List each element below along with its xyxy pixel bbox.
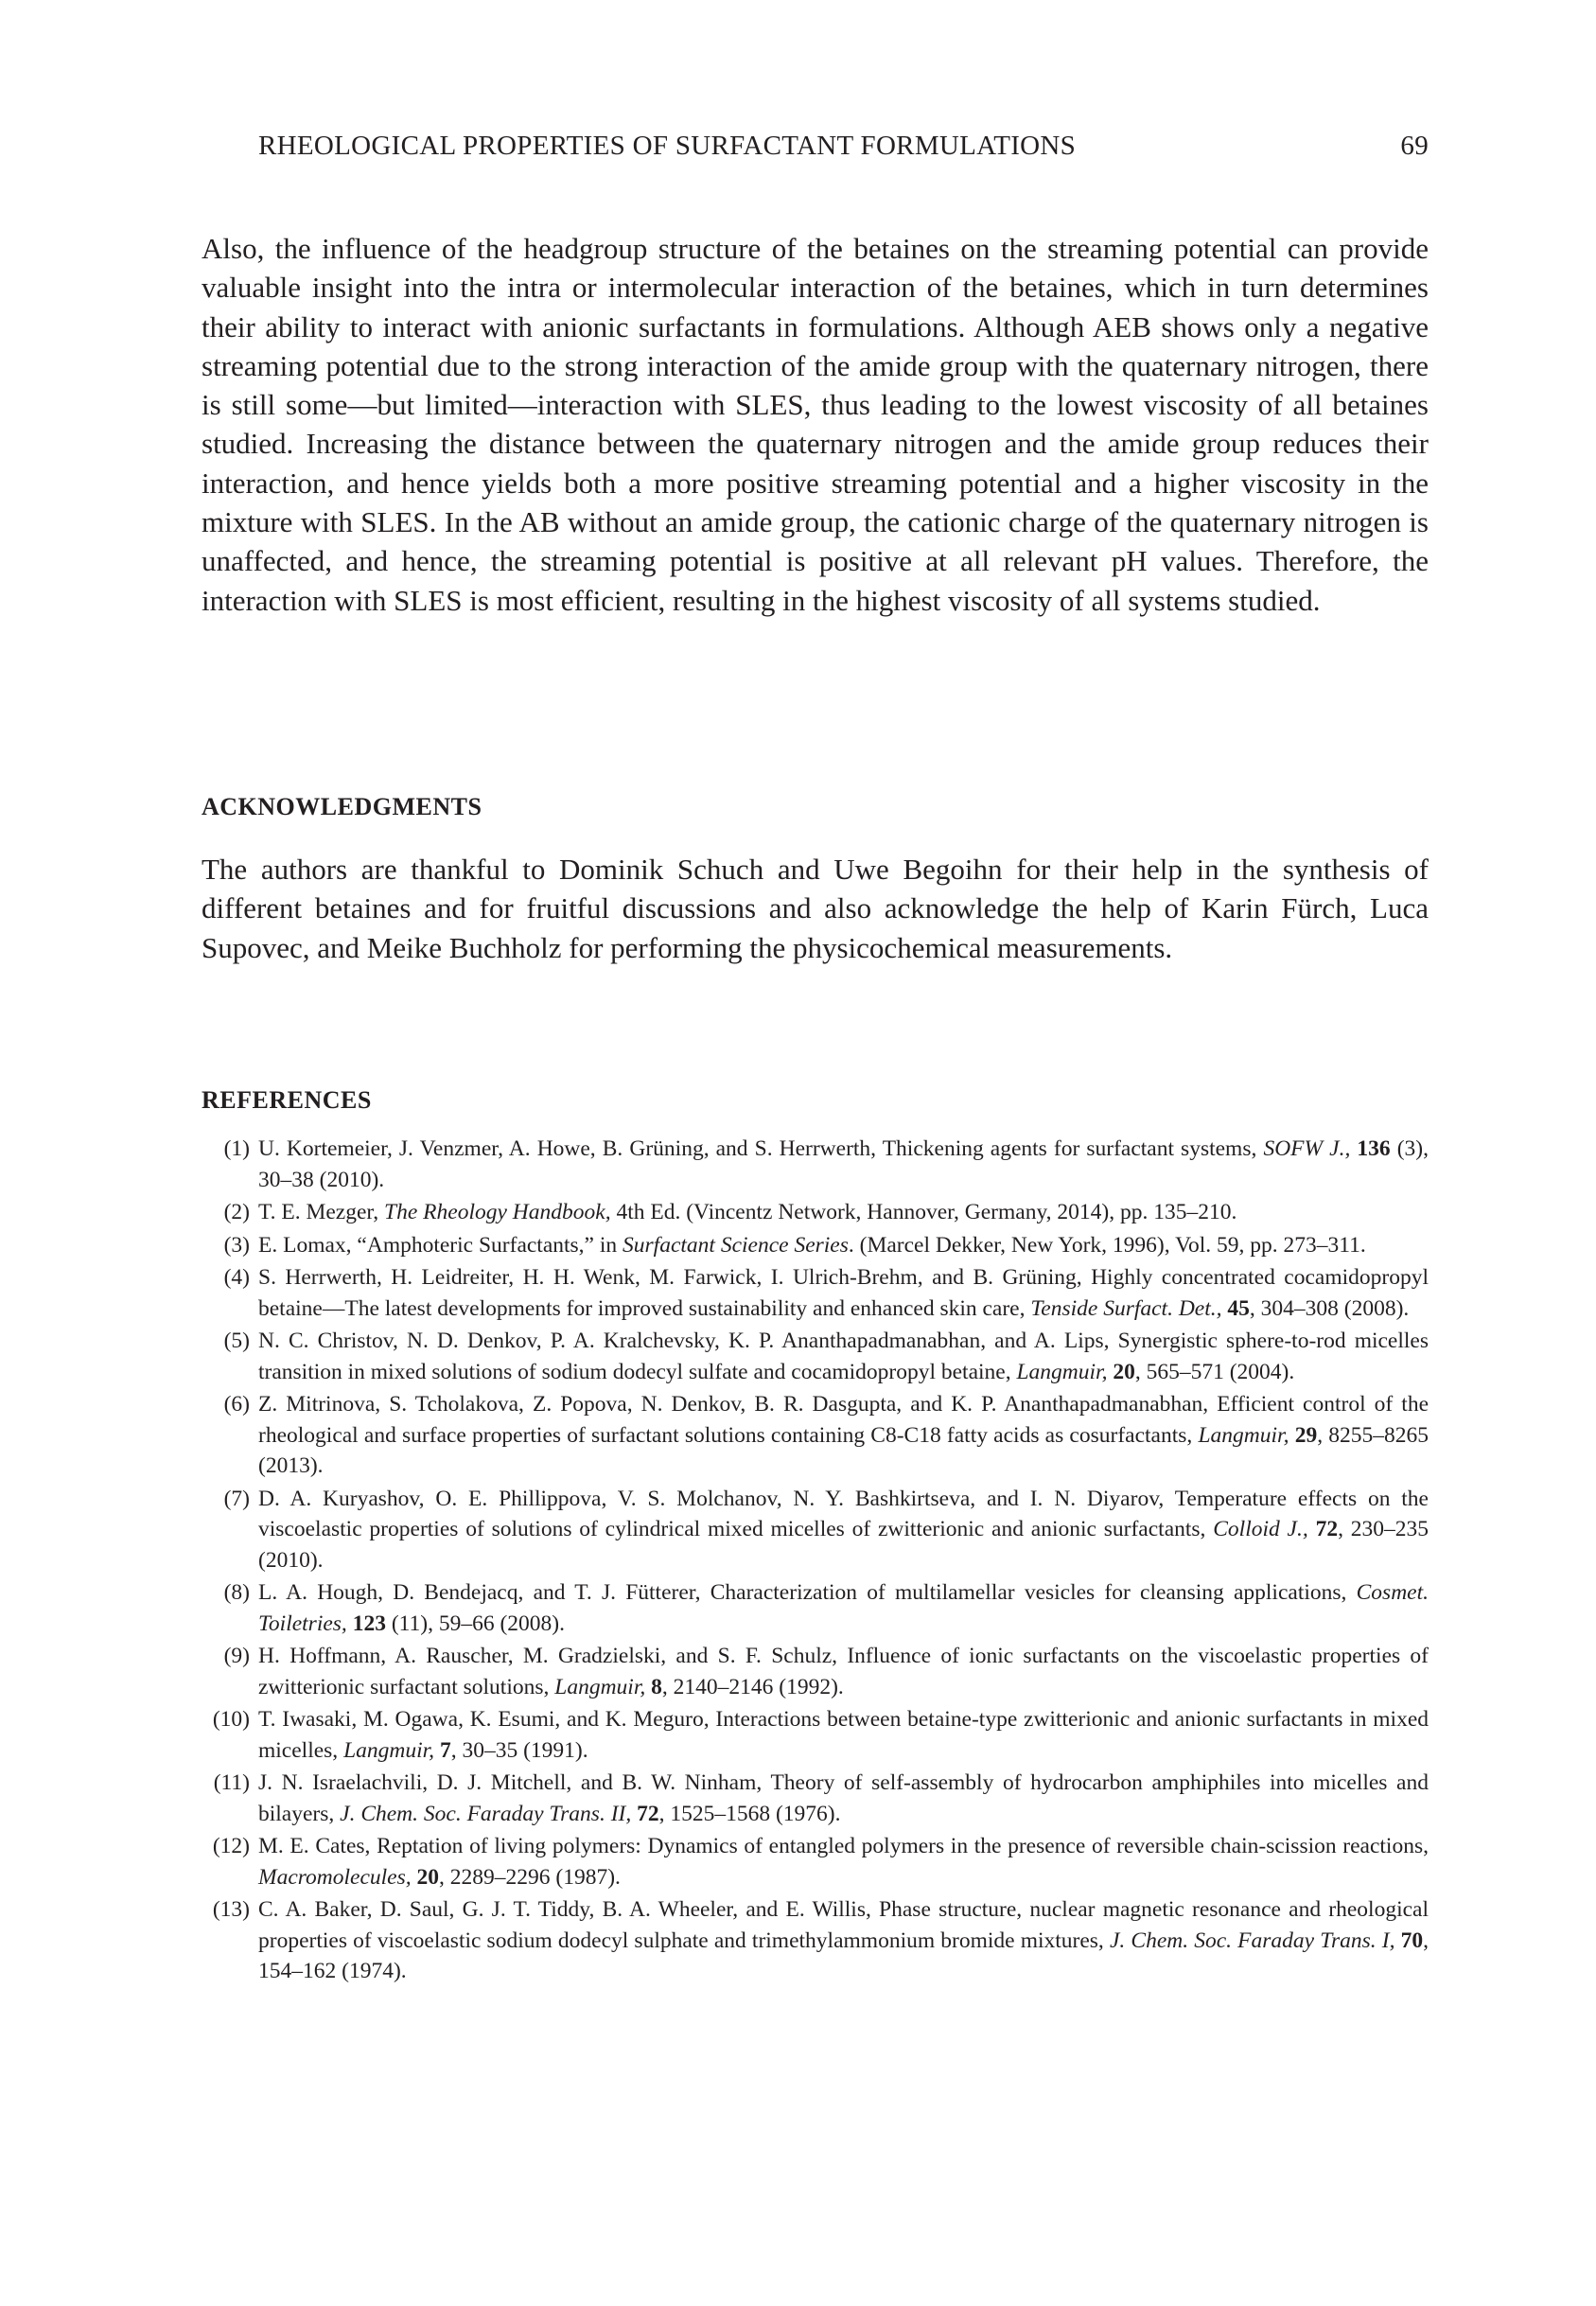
reference-number: (3) — [223, 1232, 250, 1258]
reference-item — [202, 1197, 1429, 1228]
reference-pages-year: 4th Ed. (Vincentz Network, Hannover, Germany, 2014), pp. 135–210. — [610, 1200, 1237, 1224]
reference-volume: 29 — [1294, 1422, 1318, 1448]
reference-pages-year: , 2289–2296 (1987). — [439, 1864, 621, 1890]
reference-volume: 72 — [1315, 1517, 1339, 1541]
reference-volume: 123 — [352, 1611, 386, 1636]
reference-number: (1) — [223, 1136, 250, 1161]
reference-authors-title: Z. Mitrinova, S. Tcholakova, Z. Popova, N. Denkov, B. R. Dasgupta, and K. P. Ananthapadmanabhan, Efficient control of the rheological and surface properties of surfactant solutions containing C8-C18 fatty acids as cosurfactants, — [258, 1392, 1429, 1448]
reference-item — [202, 1230, 1429, 1261]
references-heading: REFERENCES — [202, 1086, 372, 1114]
reference-authors-title: S. Herrwerth, H. Leidreiter, H. H. Wenk, M. Farwick, I. Ulrich-Brehm, and B. Grüning, Highly concentrated cocamidopropyl betaine—The latest developments for improved sustainability and enhanced skin care, — [258, 1265, 1429, 1321]
reference-journal: Macromolecules, — [258, 1864, 412, 1890]
reference-journal: J. Chem. Soc. Faraday Trans. I, — [1109, 1928, 1395, 1953]
reference-journal: Langmuir, — [343, 1737, 435, 1763]
reference-item — [202, 1641, 1429, 1702]
reference-number: (13) — [212, 1897, 250, 1922]
reference-pages-year: , 1525–1568 (1976). — [658, 1801, 841, 1826]
reference-text — [258, 1134, 1429, 1195]
reference-text — [258, 1577, 1429, 1639]
body-paragraph: Also, the influence of the headgroup structure of the betaines on the streaming potential can provide valuable insight into the intra or intermolecular interaction of the betaines, which in turn determines their ability to interact with anionic surfactants in formulations. Although AEB shows only a negative streaming potential due to the strong interaction of the amide group with the quaternary nitrogen, there is still some—but limited—interaction with SLES, thus leading to the lowest viscosity of all betaines studied. Increasing the distance between the quaternary nitrogen and the amide group reduces their interaction, and hence yields both a more positive streaming potential and a higher viscosity in the mixture with SLES. In the AB without an amide group, the cationic charge of the quaternary nitrogen is unaffected, and hence, the streaming potential is positive at all relevant pH values. Therefore, the interaction with SLES is most efficient, resulting in the highest viscosity of all systems studied. — [202, 232, 1429, 617]
reference-authors-title: M. E. Cates, Reptation of living polymers: Dynamics of entangled polymers in the presence of reversible chain-scission reactions, — [258, 1834, 1429, 1858]
reference-authors-title: T. Iwasaki, M. Ogawa, K. Esumi, and K. Meguro, Interactions between betaine-type zwitterionic and anionic surfactants in mixed micelles, — [258, 1707, 1429, 1763]
reference-volume: 72 — [637, 1801, 659, 1826]
reference-text — [258, 1389, 1429, 1482]
reference-pages-year: (11), 59–66 (2008). — [385, 1611, 565, 1636]
reference-item — [202, 1704, 1429, 1766]
reference-number: (12) — [212, 1834, 250, 1858]
reference-number: (8) — [223, 1580, 250, 1605]
running-head — [258, 131, 1429, 162]
reference-journal: Langmuir, — [554, 1674, 646, 1699]
reference-text — [258, 1894, 1429, 1987]
reference-journal: Colloid J., — [1213, 1517, 1308, 1541]
reference-number: (4) — [223, 1265, 250, 1290]
reference-volume: 7 — [439, 1737, 451, 1763]
reference-volume: 45 — [1227, 1295, 1250, 1321]
reference-text — [258, 1197, 1429, 1228]
reference-volume: 20 — [1113, 1359, 1135, 1384]
reference-item — [202, 1326, 1429, 1387]
reference-authors-title: T. E. Mezger, — [258, 1200, 385, 1224]
page-number: 69 — [1400, 131, 1429, 161]
reference-text — [258, 1230, 1429, 1261]
reference-authors-title: C. A. Baker, D. Saul, G. J. T. Tiddy, B. A. Wheeler, and E. Willis, Phase structure, nuclear magnetic resonance and rheological properties of viscoelastic sodium dodecyl sulphate and trimethylammonium bromide mixtures, — [258, 1897, 1429, 1953]
reference-item — [202, 1831, 1429, 1892]
reference-pages-year: , 230–235 (2010). — [258, 1517, 1429, 1573]
reference-journal: J. Chem. Soc. Faraday Trans. II, — [340, 1801, 632, 1826]
reference-number: (11) — [213, 1770, 250, 1795]
reference-text — [258, 1326, 1429, 1387]
reference-item — [202, 1389, 1429, 1482]
reference-pages-year: , 2140–2146 (1992). — [661, 1674, 844, 1699]
reference-number: (2) — [223, 1200, 250, 1224]
reference-journal: Langmuir, — [1016, 1359, 1108, 1384]
reference-item — [202, 1262, 1429, 1324]
reference-authors-title: D. A. Kuryashov, O. E. Phillippova, V. S. Molchanov, N. Y. Bashkirtseva, and I. N. Diyarov, Temperature effects on the viscoelastic properties of solutions of cylindrical mixed micelles of zwitterionic and anionic surfactants, — [258, 1486, 1429, 1541]
references-list — [202, 1134, 1429, 1989]
reference-pages-year: , 565–571 (2004). — [1134, 1359, 1295, 1384]
reference-item — [202, 1484, 1429, 1576]
reference-volume: 136 — [1357, 1136, 1391, 1161]
reference-text — [258, 1831, 1429, 1892]
reference-item — [202, 1894, 1429, 1987]
reference-text — [258, 1768, 1429, 1829]
reference-journal: Cosmet. Toiletries, — [258, 1580, 1429, 1636]
reference-number: (7) — [223, 1486, 250, 1511]
reference-volume: 8 — [651, 1674, 662, 1699]
reference-pages-year: , 154–162 (1974). — [258, 1928, 1429, 1983]
reference-authors-title: L. A. Hough, D. Bendejacq, and T. J. Fütterer, Characterization of multilamellar vesicles for cleansing applications, — [258, 1580, 1357, 1605]
reference-text — [258, 1484, 1429, 1576]
reference-pages-year: , 8255–8265 (2013). — [258, 1422, 1429, 1478]
reference-journal: Langmuir, — [1198, 1422, 1289, 1448]
reference-pages-year: . (Marcel Dekker, New York, 1996), Vol. 59, pp. 273–311. — [848, 1232, 1366, 1258]
reference-journal: Surfactant Science Series — [623, 1232, 849, 1258]
reference-authors-title: J. N. Israelachvili, D. J. Mitchell, and B. W. Ninham, Theory of self-assembly of hydrocarbon amphiphiles into micelles and bilayers, — [258, 1770, 1429, 1826]
acknowledgments-heading: ACKNOWLEDGMENTS — [202, 793, 482, 820]
acknowledgments-text: The authors are thankful to Dominik Schuch and Uwe Begoihn for their help in the synthesis of different betaines and for fruitful discussions and also acknowledge the help of Karin Fürch, Luca Supovec, and Meike Buchholz for performing the physicochemical measurements. — [202, 853, 1429, 964]
reference-item — [202, 1134, 1429, 1195]
reference-text — [258, 1704, 1429, 1766]
reference-authors-title: N. C. Christov, N. D. Denkov, P. A. Kralchevsky, K. P. Ananthapadmanabhan, and A. Lips, Synergistic sphere-to-rod micelles transition in mixed solutions of sodium dodecyl sulfate and cocamidopropyl betaine, — [258, 1329, 1429, 1384]
reference-volume: 70 — [1400, 1928, 1424, 1953]
reference-pages-year: , 304–308 (2008). — [1249, 1295, 1410, 1321]
reference-pages-year: , 30–35 (1991). — [450, 1737, 588, 1763]
running-head-title: RHEOLOGICAL PROPERTIES OF SURFACTANT FORMULATIONS — [258, 131, 1077, 161]
reference-number: (10) — [212, 1707, 250, 1732]
reference-journal: Tenside Surfact. Det., — [1030, 1295, 1222, 1321]
reference-item — [202, 1577, 1429, 1639]
reference-item — [202, 1768, 1429, 1829]
reference-text — [258, 1641, 1429, 1702]
reference-number: (5) — [223, 1329, 250, 1353]
reference-journal: SOFW J., — [1263, 1136, 1351, 1161]
reference-text — [258, 1262, 1429, 1324]
reference-authors-title: H. Hoffmann, A. Rauscher, M. Gradzielski, and S. F. Schulz, Influence of ionic surfactants on the viscoelastic properties of zwitterionic surfactant solutions, — [258, 1644, 1429, 1699]
reference-pages-year: (3), 30–38 (2010). — [258, 1136, 1429, 1192]
reference-authors-title: E. Lomax, “Amphoteric Surfactants,” in — [258, 1232, 623, 1258]
reference-authors-title: U. Kortemeier, J. Venzmer, A. Howe, B. Grüning, and S. Herrwerth, Thickening agents for surfactant systems, — [258, 1136, 1264, 1161]
reference-number: (6) — [223, 1392, 250, 1417]
reference-volume: 20 — [416, 1864, 439, 1890]
reference-number: (9) — [223, 1644, 250, 1668]
reference-journal: The Rheology Handbook, — [384, 1200, 611, 1224]
